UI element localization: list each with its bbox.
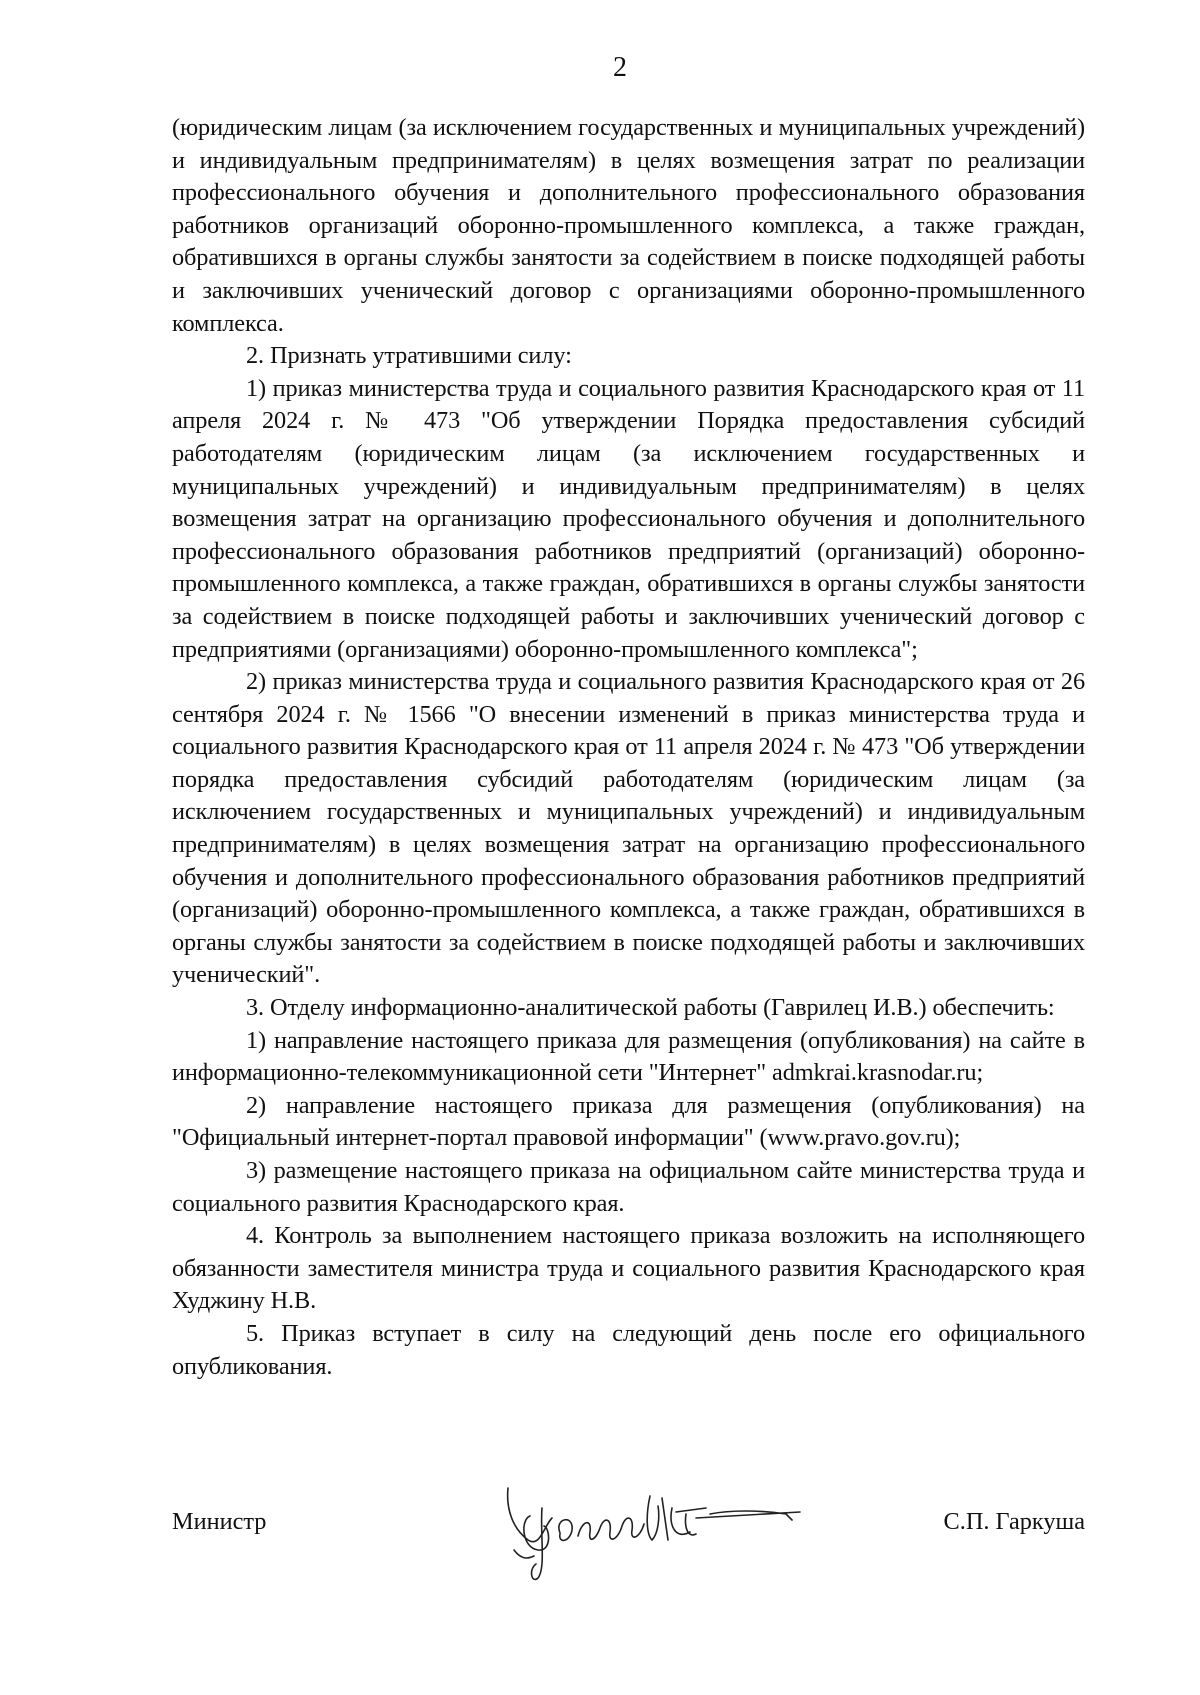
page-number: 2	[613, 52, 627, 83]
paragraph-1-continuation: (юридическим лицам (за исключением государственных и муниципальных учреждений) и индивидуальным предпринимателям) в целях возмещения затрат по реализации профессионального обучения и дополнительного профессионального образования работников организаций оборонно-промышленного комплекса, а также граждан, обратившихся в органы службы занятости за содействием в поиске подходящей работы и заключивших ученический договор с организациями оборонно-промышленного комплекса.	[172, 114, 1085, 337]
signatory-name: С.П. Гаркуша	[943, 1508, 1085, 1535]
signature-block	[172, 1508, 1085, 1552]
paragraph-3-item-2: 2) направление настоящего приказа для размещения (опубликования) на "Официальный интернет-портал правовой информации" (www.pravo.gov.ru);	[172, 1091, 1085, 1152]
paragraph-3-item-1: 1) направление настоящего приказа для размещения (опубликования) на сайте в информационно-телекоммуникационной сети "Интернет" admkrai.krasnodar.ru;	[172, 1026, 1085, 1087]
document-body	[172, 112, 1085, 1383]
paragraph-3-item-3: 3) размещение настоящего приказа на официальном сайте министерства труда и социального развития Краснодарского края.	[172, 1157, 1085, 1217]
signatory-title: Министр	[172, 1508, 267, 1535]
paragraph-4: 4. Контроль за выполнением настоящего приказа возложить на исполняющего обязанности заместителя министра труда и социального развития Краснодарского края Худжину Н.В.	[172, 1222, 1085, 1315]
paragraph-2-item-1: 1) приказ министерства труда и социального развития Краснодарского края от 11 апреля 2024 г. № 473 "Об утверждении Порядка предоставления субсидий работодателям (юридическим лицам (за исключением государственных и муниципальных учреждений) и индивидуальным предпринимателям) в целях возмещения затрат на организацию профессионального обучения и дополнительного профессионального образования работников предприятий (организаций) оборонно-промышленного комплекса, а также граждан, обратившихся в органы службы занятости за содействием в поиске подходящей работы и заключивших ученический договор с предприятиями (организациями) оборонно-промышленного комплекса";	[172, 374, 1085, 663]
paragraph-2-item-2: 2) приказ министерства труда и социального развития Краснодарского края от 26 сентября 2024 г. № 1566 "О внесении изменений в приказ министерства труда и социального развития Краснодарского края от 11 апреля 2024 г. № 473 "Об утверждении порядка предоставления субсидий работодателям (юридическим лицам (за исключением государственных и муниципальных учреждений) и индивидуальным предпринимателям) в целях возмещения затрат на организацию профессионального обучения и дополнительного профессионального образования работников предприятий (организаций) оборонно-промышленного комплекса, а также граждан, обратившихся в органы службы занятости за содействием в поиске подходящей работы и заключивших ученический".	[172, 668, 1085, 989]
paragraph-5: 5. Приказ вступает в силу на следующий день после его официального опубликования.	[172, 1319, 1085, 1380]
paragraph-2-heading: 2. Признать утратившими силу:	[246, 342, 572, 370]
paragraph-3-heading: 3. Отделу информационно-аналитической работы (Гаврилец И.В.) обеспечить:	[246, 994, 1055, 1022]
